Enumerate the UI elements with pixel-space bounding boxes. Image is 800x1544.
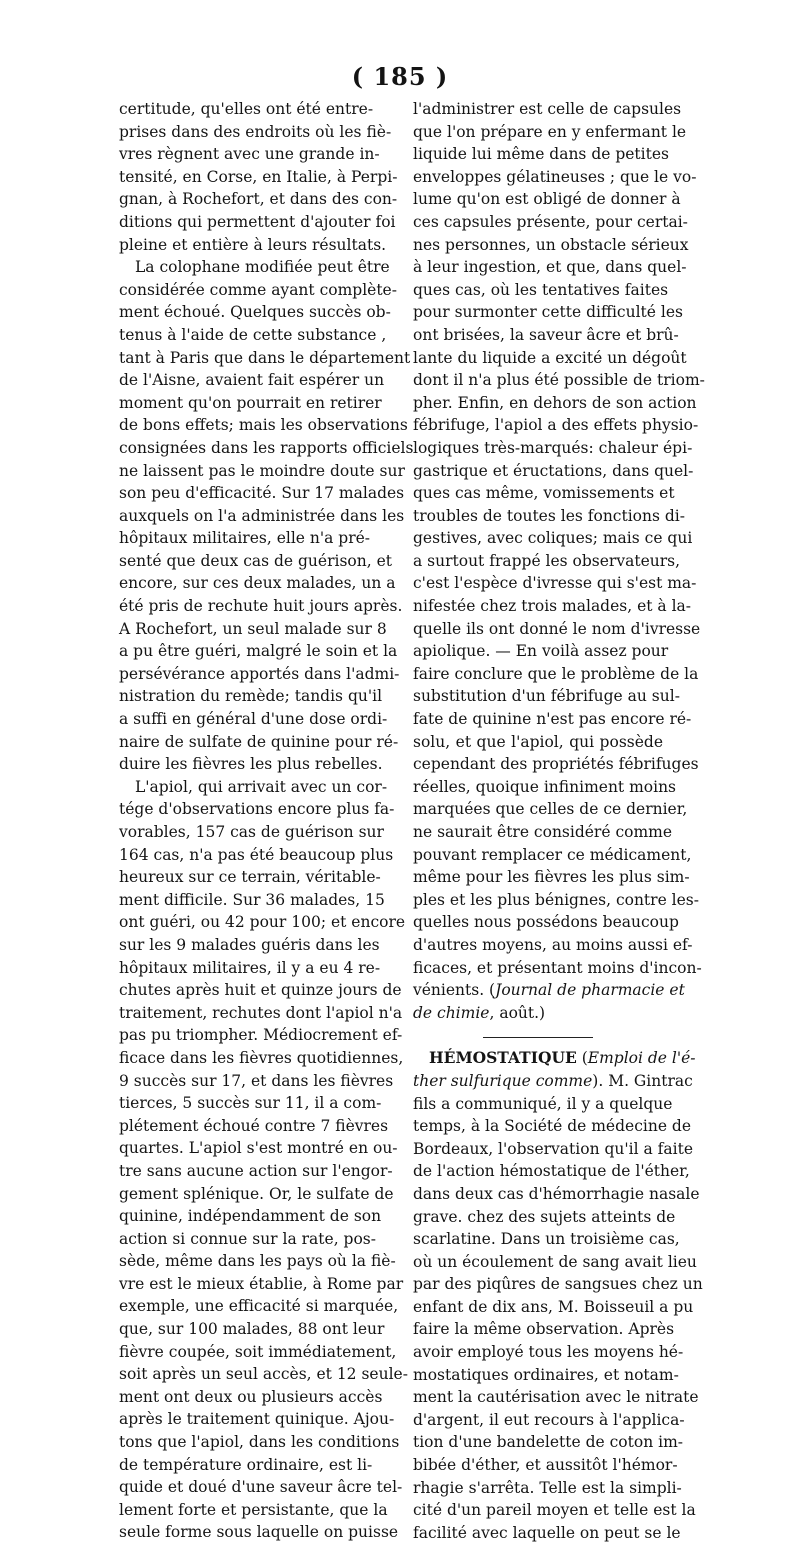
text-line: tant à Paris que dans le département — [119, 348, 411, 367]
text-line: temps, à la Société de médecine de — [413, 1117, 692, 1136]
paragraph — [119, 776, 408, 1544]
text-line: naire de sulfate de quinine pour ré- — [119, 732, 399, 751]
text-line: A Rochefort, un seul malade sur 8 — [119, 619, 387, 638]
text-line: sède, même dans les pays où la fiè- — [119, 1252, 396, 1271]
text-line: Bordeaux, l'observation qu'il a faite — [413, 1139, 693, 1158]
text-line: pouvant remplacer ce médicament, — [413, 845, 692, 864]
text-line: gastrique et éructations, dans quel- — [413, 461, 694, 480]
text-line: avoir employé tous les moyens hé- — [413, 1343, 684, 1362]
paragraph — [413, 98, 705, 1024]
text-line: tenus à l'aide de cette substance , — [119, 325, 387, 344]
text-line: hôpitaux militaires, elle n'a pré- — [119, 529, 371, 548]
text-line: après le traitement quinique. Ajou- — [119, 1410, 395, 1429]
text-line: mostatiques ordinaires, et notam- — [413, 1365, 679, 1384]
text-line: dans deux cas d'hémorrhagie nasale — [413, 1184, 700, 1203]
text-line: gement splénique. Or, le sulfate de — [119, 1184, 394, 1203]
text-line: 9 succès sur 17, et dans les fièvres — [119, 1071, 394, 1090]
text-line: fébrifuge, l'apiol a des effets physio- — [413, 416, 699, 435]
text-line: prises dans des endroits où les fiè- — [119, 122, 392, 141]
text-line: faire la même observation. Après — [413, 1320, 675, 1339]
right-column — [413, 98, 705, 1542]
text-line: cependant des propriétés fébrifuges — [413, 755, 699, 774]
text-line: pleine et entière à leurs résultats. — [119, 235, 387, 254]
text-line: tége d'observations encore plus fa- — [119, 800, 395, 819]
text-line: quelle ils ont donné le nom d'ivresse — [413, 619, 701, 638]
text-line: a surtout frappé les observateurs, — [413, 551, 681, 570]
text-line: ditions qui permettent d'ajouter foi — [119, 212, 396, 231]
text-line: auxquels on l'a administrée dans les — [119, 506, 405, 525]
text-line: ficaces, et présentant moins d'incon- — [413, 958, 702, 977]
text-line: tons que l'apiol, dans les conditions — [119, 1433, 400, 1452]
text-line: grave. chez des sujets atteints de — [413, 1207, 676, 1226]
text-line: action si connue sur la rate, pos- — [119, 1229, 376, 1248]
text-line: c'est l'espèce d'ivresse qui s'est ma- — [413, 574, 697, 593]
entry-paragraph — [413, 1047, 703, 1544]
text-line: l'administrer est celle de capsules — [413, 100, 682, 118]
text-line: pas pu triompher. Médiocrement ef- — [119, 1026, 403, 1045]
text-line: La colophane modifiée peut être — [135, 258, 390, 277]
text-line: enveloppes gélatineuses ; que le vo- — [413, 167, 697, 186]
text-line: à leur ingestion, et que, dans quel- — [413, 258, 687, 277]
entry-title: HÉMOSTATIQUE — [429, 1048, 577, 1068]
entry-heading-line: ther sulfurique comme). M. Gintrac — [413, 1071, 693, 1090]
text-line: considérée comme ayant complète- — [119, 280, 397, 299]
entry-heading-line: HÉMOSTATIQUE (Emploi de l'é- — [429, 1048, 696, 1068]
text-line: fièvre coupée, soit immédiatement, — [119, 1342, 397, 1361]
text-line: d'argent, il eut recours à l'applica- — [413, 1410, 685, 1429]
text-line: réelles, quoique infiniment moins — [413, 777, 677, 796]
text-line: nistration du remède; tandis qu'il — [119, 687, 383, 706]
text-line: duire les fièvres les plus rebelles. — [119, 755, 383, 774]
text-line: de l'Aisne, avaient fait espérer un — [119, 371, 385, 390]
left-column — [119, 98, 414, 1542]
text-line: ment difficile. Sur 36 malades, 15 — [119, 890, 385, 909]
text-line: tre sans aucune action sur l'engor- — [119, 1161, 393, 1180]
text-line: gestives, avec coliques; mais ce qui — [413, 529, 693, 548]
text-line: ficace dans les fièvres quotidiennes, — [119, 1048, 404, 1067]
entry-subtitle-end: ther sulfurique comme — [413, 1071, 593, 1090]
source-citation: Journal de pharmacie et — [495, 981, 685, 1000]
text-line: enfant de dix ans, M. Boisseuil a pu — [413, 1297, 694, 1316]
text-line: lante du liquide a excité un dégoût — [413, 348, 687, 367]
text-line: ment ont deux ou plusieurs accès — [119, 1387, 383, 1406]
text-line: de bons effets; mais les observations — [119, 416, 408, 435]
text-line: certitude, qu'elles ont été entre- — [119, 100, 374, 118]
text-line: persévérance apportés dans l'admi- — [119, 664, 400, 683]
text-line: que l'on prépare en y enfermant le — [413, 122, 687, 141]
text-line: pher. Enfin, en dehors de son action — [413, 393, 697, 412]
text-line: senté que deux cas de guérison, et — [119, 551, 392, 570]
text-line: scarlatine. Dans un troisième cas, — [413, 1230, 680, 1249]
text-line: tensité, en Corse, en Italie, à Perpi- — [119, 167, 398, 186]
text-line: a pu être guéri, malgré le soin et la — [119, 642, 398, 661]
text-line: de température ordinaire, est li- — [119, 1455, 373, 1474]
text-line: heureux sur ce terrain, véritable- — [119, 868, 381, 887]
text-line: par des piqûres de sangsues chez un — [413, 1275, 703, 1294]
paragraph — [119, 98, 398, 256]
text-line: a suffi en général d'une dose ordi- — [119, 710, 388, 729]
text-line: quartes. L'apiol s'est montré en ou- — [119, 1139, 398, 1158]
text-line: logiques très-marqués: chaleur épi- — [413, 438, 693, 457]
text-line: liquide lui même dans de petites — [413, 145, 669, 164]
text-line: son peu d'efficacité. Sur 17 malades — [119, 484, 405, 503]
text-line: consignées dans les rapports officiels — [119, 438, 414, 457]
text-line: fils a communiqué, il y a quelque — [413, 1094, 673, 1113]
source-citation-end: de chimie — [413, 1003, 490, 1022]
paragraph — [119, 256, 414, 776]
text-line: encore, sur ces deux malades, un a — [119, 574, 396, 593]
text-line: ont guéri, ou 42 pour 100; et encore — [119, 913, 406, 932]
text-line: L'apiol, qui arrivait avec un cor- — [135, 777, 388, 796]
text-line: plétement échoué contre 7 fièvres — [119, 1116, 389, 1135]
text-line: seule forme sous laquelle on puisse — [119, 1523, 399, 1542]
text-line: chutes après huit et quinze jours de — [119, 981, 402, 1000]
paragraph-last-line: de chimie, août.) — [413, 1003, 546, 1022]
text-line: substitution d'un fébrifuge au sul- — [413, 687, 680, 706]
text-line: ne laissent pas le moindre doute sur — [119, 461, 405, 480]
text-line: bibée d'éther, et aussitôt l'hémor- — [413, 1456, 678, 1475]
text-line: hôpitaux militaires, il y a eu 4 re- — [119, 958, 381, 977]
text-line: marquées que celles de ce dernier, — [413, 800, 688, 819]
text-line: tierces, 5 succès sur 11, il a com- — [119, 1094, 382, 1113]
text-line: sur les 9 malades guéris dans les — [119, 935, 380, 954]
text-line: traitement, rechutes dont l'apiol n'a — [119, 1003, 403, 1022]
text-line: ne saurait être considéré comme — [413, 823, 673, 841]
text-line: facilité avec laquelle on peut se le — [413, 1523, 681, 1542]
text-line: d'autres moyens, au moins aussi ef- — [413, 935, 693, 954]
text-line: troubles de toutes les fonctions di- — [413, 506, 685, 525]
text-line: vre est le mieux établie, à Rome par — [119, 1274, 404, 1293]
text-line: ment échoué. Quelques succès ob- — [119, 303, 391, 322]
text-line: ques cas, où les tentatives faites — [413, 280, 669, 299]
text-line: cité d'un pareil moyen et telle est la — [413, 1501, 696, 1520]
text-line: fate de quinine n'est pas encore ré- — [413, 710, 692, 729]
text-line: faire conclure que le problème de la — [413, 664, 699, 683]
text-line: soit après un seul accès, et 12 seule- — [119, 1365, 408, 1384]
paragraph-last-line: vénients. (Journal de pharmacie et — [413, 981, 685, 1000]
text-line: lume qu'on est obligé de donner à — [413, 190, 681, 209]
text-line: 164 cas, n'a pas été beaucoup plus — [119, 845, 394, 864]
text-line: rhagie s'arrêta. Telle est la simpli- — [413, 1478, 682, 1497]
text-line: pour surmonter cette difficulté les — [413, 303, 683, 322]
section-divider — [483, 1037, 593, 1038]
text-line: lement forte et persistante, que la — [119, 1500, 388, 1519]
text-line: été pris de rechute huit jours après. — [119, 597, 403, 616]
text-line: quide et doué d'une saveur âcre tel- — [119, 1478, 403, 1497]
text-line: que, sur 100 malades, 88 ont leur — [119, 1320, 385, 1339]
text-line: vres règnent avec une grande in- — [119, 145, 380, 164]
text-line: nifestée chez trois malades, et à la- — [413, 597, 692, 616]
page-number: ( 185 ) — [351, 62, 449, 91]
text-line: tion d'une bandelette de coton im- — [413, 1433, 684, 1452]
text-line: quinine, indépendamment de son — [119, 1207, 382, 1226]
text-line: apiolique. — En voilà assez pour — [413, 642, 669, 661]
text-line: même pour les fièvres les plus sim- — [413, 868, 690, 887]
text-line: de l'action hémostatique de l'éther, — [413, 1162, 690, 1181]
text-line: gnan, à Rochefort, et dans des con- — [119, 190, 398, 209]
text-line: exemple, une efficacité si marquée, — [119, 1297, 399, 1316]
text-line: ment la cautérisation avec le nitrate — [413, 1388, 699, 1407]
text-line: ces capsules présente, pour certai- — [413, 212, 688, 231]
entry-subtitle: Emploi de l'é- — [587, 1049, 696, 1068]
text-line: ques cas même, vomissements et — [413, 484, 675, 503]
text-line: ont brisées, la saveur âcre et brû- — [413, 325, 679, 344]
text-line: nes personnes, un obstacle sérieux — [413, 235, 689, 254]
text-line: dont il n'a plus été possible de triom- — [413, 371, 705, 390]
text-line: moment qu'on pourrait en retirer — [119, 393, 382, 412]
text-line: vorables, 157 cas de guérison sur — [119, 823, 384, 841]
text-line: quelles nous possédons beaucoup — [413, 913, 679, 932]
text-line: ples et les plus bénignes, contre les- — [413, 890, 699, 909]
text-line: où un écoulement de sang avait lieu — [413, 1252, 697, 1271]
text-line: solu, et que l'apiol, qui possède — [413, 732, 663, 751]
